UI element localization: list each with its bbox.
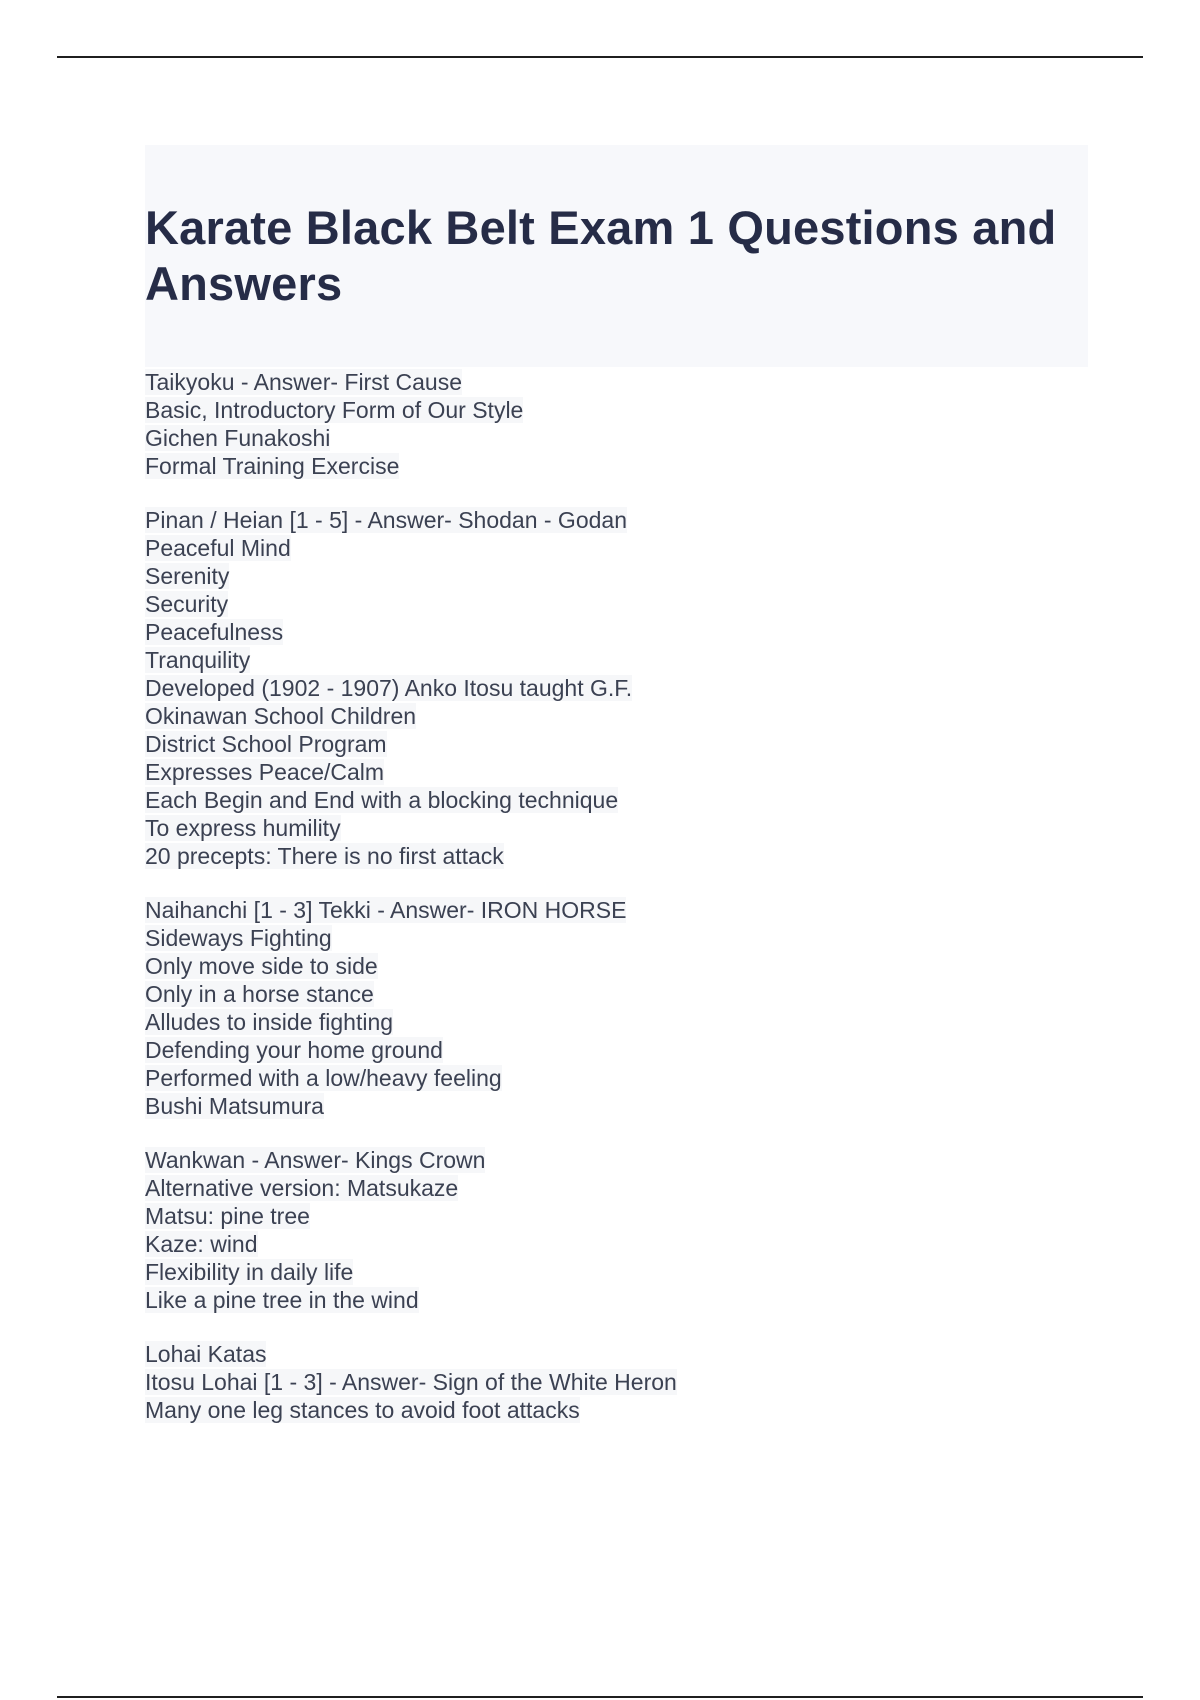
text-line: Peacefulness bbox=[145, 619, 284, 645]
text-line: Performed with a low/heavy feeling bbox=[145, 1065, 502, 1091]
text-line: Expresses Peace/Calm bbox=[145, 759, 385, 785]
document-title: Karate Black Belt Exam 1 Questions and Answers bbox=[145, 201, 1057, 310]
text-line: District School Program bbox=[145, 731, 387, 757]
text-line: Formal Training Exercise bbox=[145, 453, 400, 479]
text-line: To express humility bbox=[145, 815, 341, 841]
text-line: Basic, Introductory Form of Our Style bbox=[145, 397, 524, 423]
text-line: Lohai Katas bbox=[145, 1341, 267, 1367]
section-wankwan bbox=[145, 1146, 1088, 1314]
text-line: Peaceful Mind bbox=[145, 535, 291, 561]
text-line: Developed (1902 - 1907) Anko Itosu taught G.F. bbox=[145, 675, 633, 701]
text-line: Defending your home ground bbox=[145, 1037, 443, 1063]
text-line: Gichen Funakoshi bbox=[145, 425, 331, 451]
title-box bbox=[145, 145, 1088, 367]
text-line: Alternative version: Matsukaze bbox=[145, 1175, 459, 1201]
bottom-rule bbox=[57, 1696, 1143, 1698]
text-line: Many one leg stances to avoid foot attacks bbox=[145, 1397, 580, 1423]
text-line: Wankwan - Answer- Kings Crown bbox=[145, 1147, 486, 1173]
section-pinan-heian bbox=[145, 506, 1088, 870]
text-line: Itosu Lohai [1 - 3] - Answer- Sign of the White Heron bbox=[145, 1369, 677, 1395]
section-taikyoku bbox=[145, 368, 1088, 480]
text-line: Only in a horse stance bbox=[145, 981, 374, 1007]
top-rule bbox=[57, 56, 1143, 58]
text-line: Tranquility bbox=[145, 647, 251, 673]
text-line: Pinan / Heian [1 - 5] - Answer- Shodan - Godan bbox=[145, 507, 627, 533]
section-lohai-katas bbox=[145, 1340, 1088, 1424]
text-line: Only move side to side bbox=[145, 953, 378, 979]
text-line: Each Begin and End with a blocking technique bbox=[145, 787, 619, 813]
text-line: Security bbox=[145, 591, 229, 617]
text-line: Naihanchi [1 - 3] Tekki - Answer- IRON HORSE bbox=[145, 897, 627, 923]
text-line: Okinawan School Children bbox=[145, 703, 417, 729]
text-line: Sideways Fighting bbox=[145, 925, 332, 951]
text-line: Serenity bbox=[145, 563, 230, 589]
text-line: Alludes to inside fighting bbox=[145, 1009, 394, 1035]
text-line: Flexibility in daily life bbox=[145, 1259, 354, 1285]
text-line: Bushi Matsumura bbox=[145, 1093, 324, 1119]
document-body bbox=[145, 368, 1088, 1450]
text-line: Matsu: pine tree bbox=[145, 1203, 310, 1229]
text-line: Taikyoku - Answer- First Cause bbox=[145, 369, 462, 395]
section-naihanchi-tekki bbox=[145, 896, 1088, 1120]
text-line: Kaze: wind bbox=[145, 1231, 258, 1257]
text-line: 20 precepts: There is no first attack bbox=[145, 843, 504, 869]
text-line: Like a pine tree in the wind bbox=[145, 1287, 419, 1313]
